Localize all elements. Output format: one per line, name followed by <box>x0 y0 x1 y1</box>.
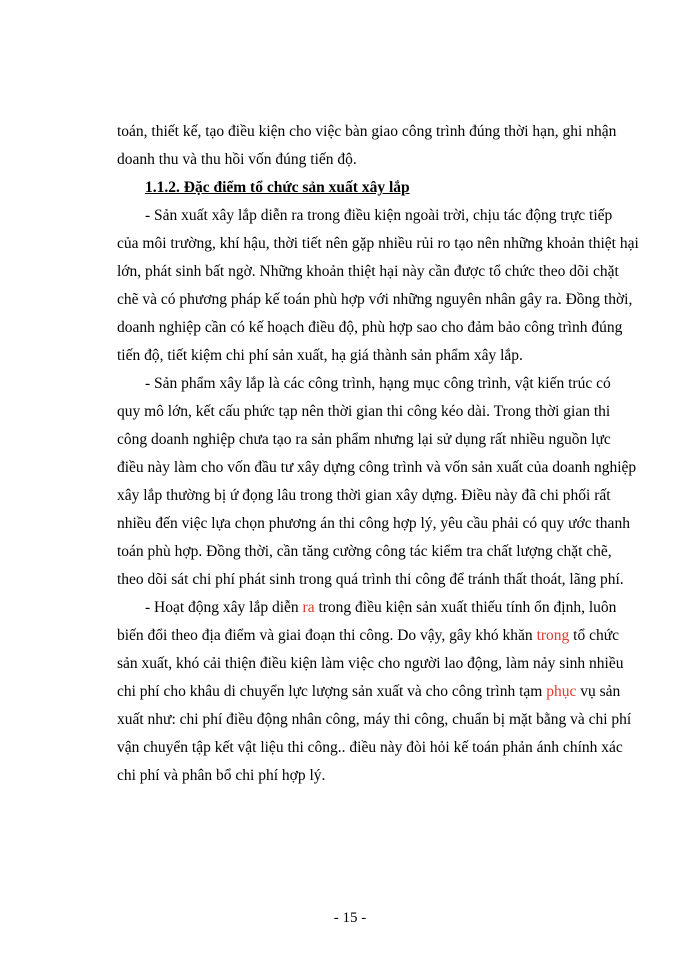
text-line: toán, thiết kế, tạo điều kiện cho việc bàn giao công trình đúng thời hạn, ghi nhận <box>117 123 617 140</box>
paragraph-line: sản xuất, khó cải thiện điều kiện làm việc cho người lao động, làm nảy sinh nhiều <box>117 655 624 672</box>
paragraph-line: nhiều đến việc lựa chọn phương án thi công hợp lý, yêu cầu phải có quy ước thanh <box>117 515 630 532</box>
paragraph-line: xuất như: chi phí điều động nhân công, máy thi công, chuẩn bị mặt bằng và chi phí <box>117 711 632 728</box>
text-span: biến đổi theo địa điểm và giai đoạn thi công. Do vậy, gây khó khăn <box>117 627 537 644</box>
text-span: tổ chức <box>569 627 619 644</box>
paragraph-line: vận chuyển tập kết vật liệu thi công.. điều này đòi hỏi kế toán phản ánh chính xác <box>117 739 623 756</box>
paragraph-line: của môi trường, khí hậu, thời tiết nên gặp nhiều rủi ro tạo nên những khoản thiệt hại <box>117 235 639 252</box>
paragraph-line: chẽ và có phương pháp kế toán phù hợp với những nguyên nhân gây ra. Đồng thời, <box>117 291 633 308</box>
paragraph-line <box>117 682 621 702</box>
text-line: doanh thu và thu hồi vốn đúng tiến độ. <box>117 151 357 168</box>
text-span: - Hoạt động xây lắp diễn <box>145 599 303 616</box>
text-span: vụ sản <box>576 683 621 700</box>
paragraph-line <box>145 598 617 618</box>
highlighted-word: trong <box>536 627 570 644</box>
paragraph-line: công doanh nghiệp chưa tạo ra sản phẩm nhưng lại sử dụng rất nhiều nguồn lực <box>117 431 611 448</box>
paragraph-line: tiến độ, tiết kiệm chi phí sản xuất, hạ giá thành sản phẩm xây lắp. <box>117 347 523 364</box>
paragraph-line: chi phí và phân bổ chi phí hợp lý. <box>117 767 326 784</box>
page-number: - 15 - <box>333 910 367 926</box>
paragraph-line: lớn, phát sinh bất ngờ. Những khoản thiệt hại này cần được tổ chức theo dõi chặt <box>117 263 619 280</box>
paragraph-line <box>117 626 619 646</box>
paragraph-line: toán phù hợp. Đồng thời, cần tăng cường công tác kiểm tra chất lượng chặt chẽ, <box>117 543 612 560</box>
paragraph-line: quy mô lớn, kết cấu phức tạp nên thời gian thi công kéo dài. Trong thời gian thi <box>117 403 611 420</box>
paragraph-line: - Sản xuất xây lắp diễn ra trong điều kiện ngoài trời, chịu tác động trực tiếp <box>145 207 613 224</box>
paragraph-line: điều này làm cho vốn đầu tư xây dựng công trình và vốn sản xuất của doanh nghiệp <box>117 459 637 476</box>
highlighted-word: ra <box>302 599 315 616</box>
section-heading: 1.1.2. Đặc điểm tổ chức sản xuất xây lắp <box>145 179 410 196</box>
text-span: trong điều kiện sản xuất thiếu tính ổn định, luôn <box>314 599 617 616</box>
paragraph-line: xây lắp thường bị ứ đọng lâu trong thời gian xây dựng. Điều này đã chi phối rất <box>117 487 611 504</box>
paragraph-line: doanh nghiệp cần có kế hoạch điều độ, phù hợp sao cho đảm bảo công trình đúng <box>117 319 623 336</box>
paragraph-line: theo dõi sát chi phí phát sinh trong quá trình thi công để tránh thất thoát, lãng phí. <box>117 571 624 588</box>
paragraph-line: - Sản phẩm xây lắp là các công trình, hạng mục công trình, vật kiến trúc có <box>145 375 611 392</box>
highlighted-word: phục <box>546 683 577 700</box>
text-span: chi phí cho khâu di chuyển lực lượng sản xuất và cho công trình tạm <box>117 683 547 700</box>
